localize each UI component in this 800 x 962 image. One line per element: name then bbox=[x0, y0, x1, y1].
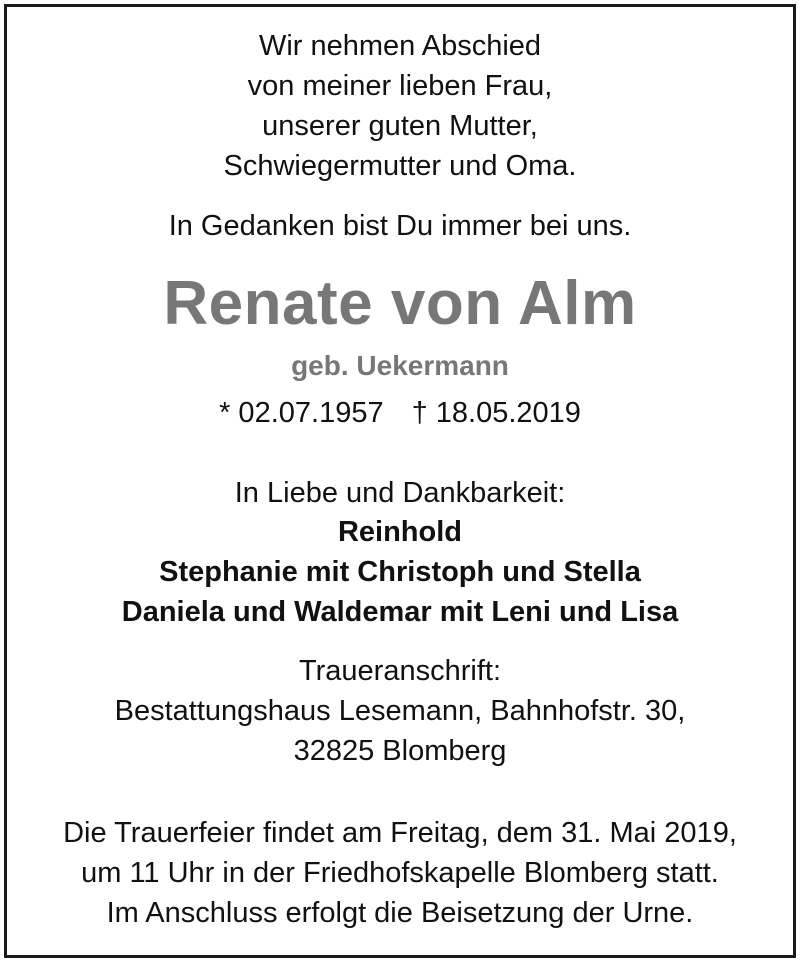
birth-date: * 02.07.1957 bbox=[219, 397, 384, 429]
deceased-name: Renate von Alm bbox=[163, 269, 637, 338]
mourner-line-1: Reinhold bbox=[337, 516, 463, 548]
mourners-heading: In Liebe und Dankbarkeit: bbox=[234, 477, 566, 509]
service-line-2: um 11 Uhr in der Friedhofskapelle Blomberg statt. bbox=[81, 857, 719, 889]
intro-line-4: Schwiegermutter und Oma. bbox=[223, 150, 577, 182]
intro-line-2: von meiner lieben Frau, bbox=[247, 70, 553, 102]
address-line-1: Bestattungshaus Lesemann, Bahnhofstr. 30, bbox=[114, 695, 686, 727]
mourner-line-2: Stephanie mit Christoph und Stella bbox=[159, 556, 641, 588]
service-line-3: Im Anschluss erfolgt die Beisetzung der Urne. bbox=[106, 897, 694, 929]
mourner-line-3: Daniela und Waldemar mit Leni und Lisa bbox=[121, 596, 679, 628]
service-line-1: Die Trauerfeier findet am Freitag, dem 31. Mai 2019, bbox=[63, 817, 737, 849]
maiden-name: geb. Uekermann bbox=[291, 350, 509, 381]
address-heading: Traueranschrift: bbox=[299, 655, 501, 687]
address-line-2: 32825 Blomberg bbox=[293, 735, 507, 767]
intro-line-3: unserer guten Mutter, bbox=[262, 110, 538, 142]
death-date: † 18.05.2019 bbox=[411, 397, 581, 429]
intro-quote: In Gedanken bist Du immer bei uns. bbox=[168, 210, 632, 242]
life-dates bbox=[0, 397, 800, 430]
intro-line-1: Wir nehmen Abschied bbox=[258, 30, 542, 62]
